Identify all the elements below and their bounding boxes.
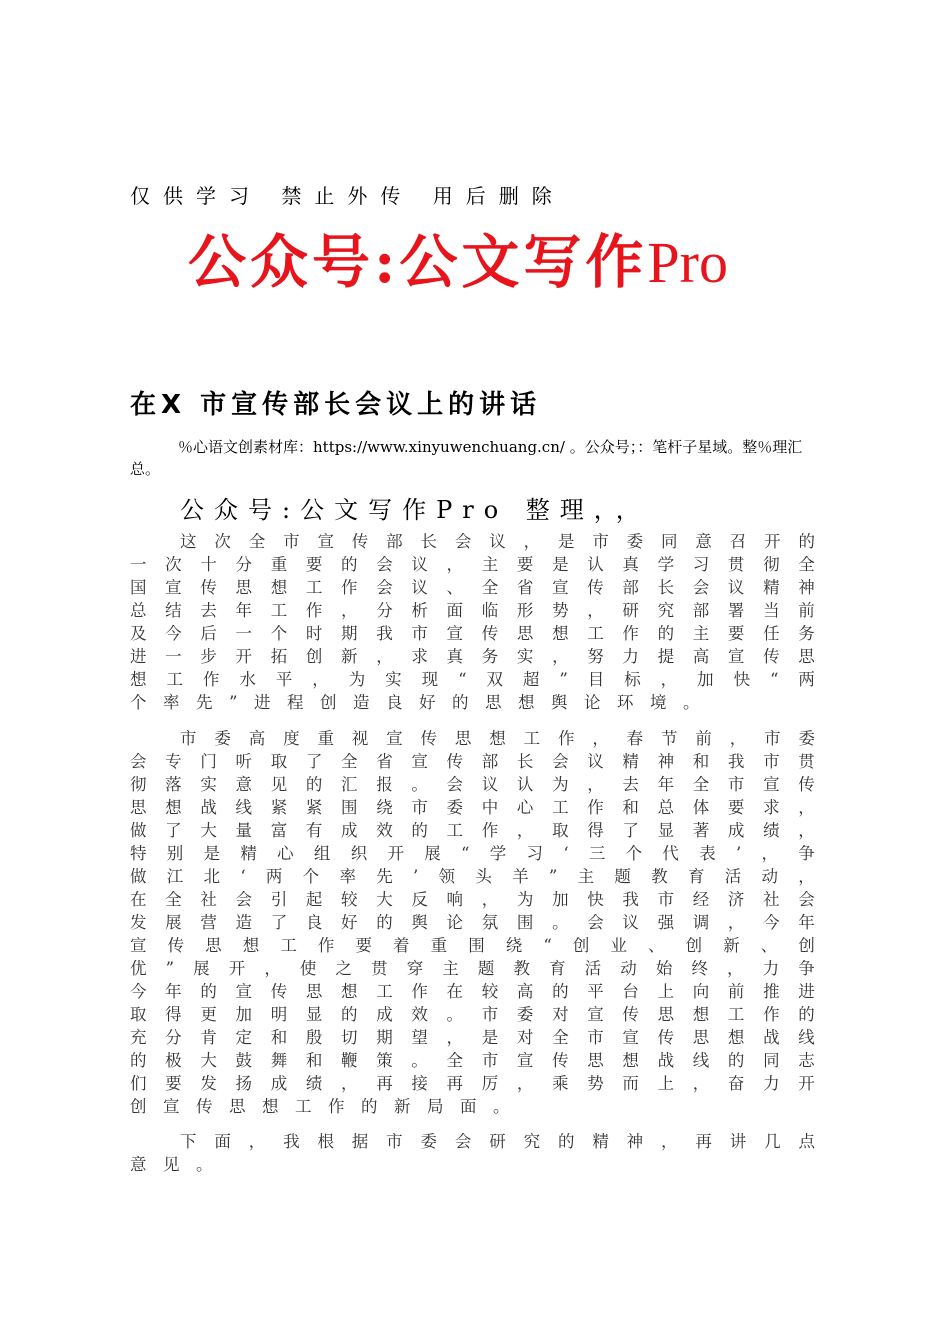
document-title: 在X 市宣传部长会议上的讲话 <box>130 390 542 420</box>
paragraph-line: 优 ” 展 开 ， 使 之 贯 穿 主 题 教 育 活 动 始 终 ， 力 争 <box>130 959 815 978</box>
paragraph-line: 总 结 去 年 工 作 ， 分 析 面 临 形 势 ， 研 究 部 署 当 前 <box>130 601 815 620</box>
paragraph-line: 进 一 步 开 拓 创 新 ， 求 真 务 实 ， 努 力 提 高 宣 传 思 <box>130 647 815 666</box>
brand-banner <box>188 222 728 303</box>
paragraph-line: 做 江 北 ‘ 两 个 率 先 ’ 领 头 羊 ” 主 题 教 育 活 动 ， <box>130 867 815 886</box>
paragraph-2 <box>130 727 815 1118</box>
paragraph-line: 一 次 十 分 重 要 的 会 议 ， 主 要 是 认 真 学 习 贯 彻 全 <box>130 555 815 574</box>
paragraph-line: 的 极 大 鼓 舞 和 鞭 策 。 全 市 宣 传 思 想 战 线 的 同 志 <box>130 1051 815 1070</box>
paragraph-line: 意 见 。 <box>130 1155 213 1174</box>
brand-chinese: 公众号:公文写作 <box>188 228 648 296</box>
paragraph-line: 这 次 全 市 宣 传 部 长 会 议 ， 是 市 委 同 意 召 开 的 <box>180 532 815 551</box>
paragraph-line: 特 别 是 精 心 组 织 开 展 “ 学 习 ‘ 三 个 代 表 ’ ， 争 <box>130 844 815 863</box>
subheading: 公众号:公文写作Pro 整理，， <box>180 496 650 524</box>
paragraph-line: 想 工 作 水 平 ， 为 实 现 “ 双 超 ” 目 标 ， 加 快 “ 两 <box>130 670 815 689</box>
paragraph-3 <box>130 1130 815 1176</box>
paragraph-line: 今 年 的 宣 传 思 想 工 作 在 较 高 的 平 台 上 向 前 推 进 <box>130 982 815 1001</box>
paragraph-line: 市 委 高 度 重 视 宣 传 思 想 工 作 ， 春 节 前 ， 市 委 <box>180 729 815 748</box>
source-line: ％心语文创素材库：https://www.xinyuwenchuang.cn/ 。公众号；：笔杆子星域。整％理汇总。 <box>130 438 803 478</box>
paragraph-line: 们 要 发 扬 成 绩 ， 再 接 再 厉 ， 乘 势 而 上 ， 奋 力 开 <box>130 1074 815 1093</box>
paragraph-line: 取 得 更 加 明 显 的 成 效 。 市 委 对 宣 传 思 想 工 作 的 <box>130 1005 815 1024</box>
paragraph-line: 下 面 ， 我 根 据 市 委 会 研 究 的 精 神 ， 再 讲 几 点 <box>180 1132 815 1151</box>
paragraph-line: 思 想 战 线 紧 紧 围 绕 市 委 中 心 工 作 和 总 体 要 求 ， <box>130 798 815 817</box>
paragraph-1 <box>130 530 815 714</box>
paragraph-line: 国 宣 传 思 想 工 作 会 议 、 全 省 宣 传 部 长 会 议 精 神 <box>130 578 815 597</box>
paragraph-line: 做 了 大 量 富 有 成 效 的 工 作 ， 取 得 了 显 著 成 绩 ， <box>130 821 815 840</box>
disclaimer-text: 仅供学习 禁止外传 用后删除 <box>130 184 565 208</box>
paragraph-line: 充 分 肯 定 和 殷 切 期 望 ， 是 对 全 市 宣 传 思 想 战 线 <box>130 1028 815 1047</box>
brand-pro: Pro <box>647 230 728 295</box>
paragraph-line: 彻 落 实 意 见 的 汇 报 。 会 议 认 为 ， 去 年 全 市 宣 传 <box>130 775 815 794</box>
paragraph-line: 在 全 社 会 引 起 较 大 反 响 ， 为 加 快 我 市 经 济 社 会 <box>130 890 815 909</box>
paragraph-line: 宣 传 思 想 工 作 要 着 重 围 绕 “ 创 业 、 创 新 、 创 <box>130 936 815 955</box>
paragraph-line: 及 今 后 一 个 时 期 我 市 宣 传 思 想 工 作 的 主 要 任 务 <box>130 624 815 643</box>
paragraph-line: 发 展 营 造 了 良 好 的 舆 论 氛 围 。 会 议 强 调 ， 今 年 <box>130 913 815 932</box>
paragraph-line: 个 率 先 ” 进 程 创 造 良 好 的 思 想 舆 论 环 境 。 <box>130 693 700 712</box>
paragraph-line: 会 专 门 听 取 了 全 省 宣 传 部 长 会 议 精 神 和 我 市 贯 <box>130 752 815 771</box>
paragraph-line: 创 宣 传 思 想 工 作 的 新 局 面 。 <box>130 1097 510 1116</box>
